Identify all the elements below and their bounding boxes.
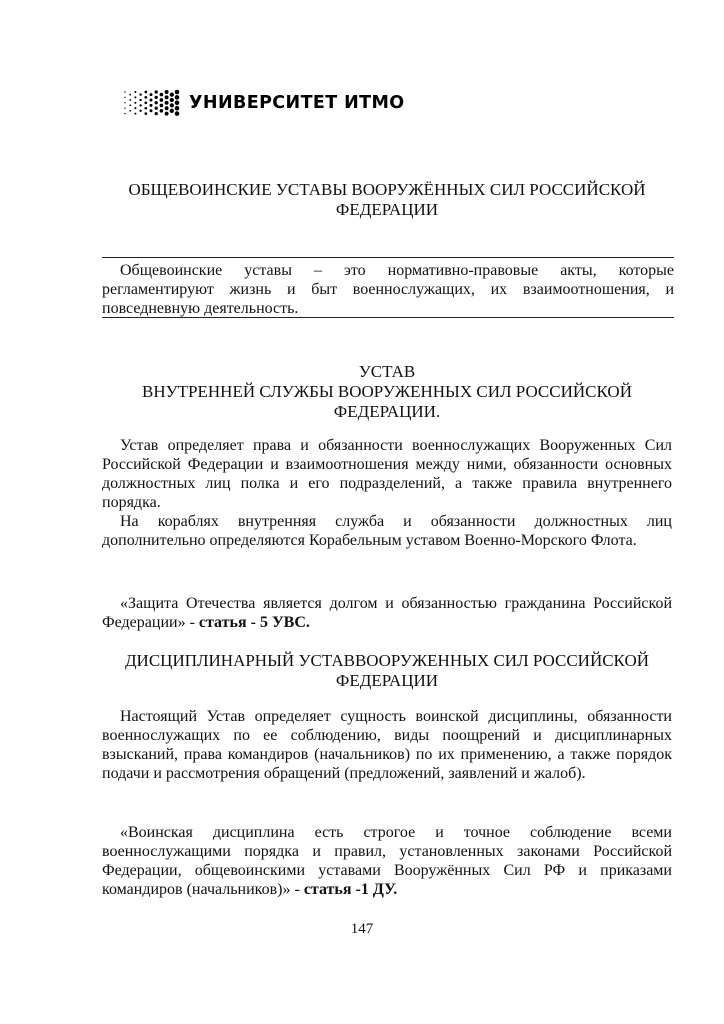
logo-dot <box>155 101 158 104</box>
logo-dot <box>150 104 153 107</box>
logo-dot <box>175 101 180 106</box>
logo-dot <box>144 112 147 115</box>
logo-dot <box>170 103 174 107</box>
logo-dot <box>150 109 153 112</box>
logo-dot <box>165 101 169 105</box>
page-number: 147 <box>350 921 374 937</box>
logo-dot <box>139 110 141 112</box>
logo-dot <box>150 99 153 102</box>
logo-dot <box>134 91 136 93</box>
logo-dot <box>160 109 164 113</box>
logo-dot <box>175 95 180 100</box>
section2-title <box>102 362 672 422</box>
logo-dot <box>124 97 125 98</box>
logo-dot <box>155 90 158 93</box>
logo-dot <box>175 106 180 111</box>
logo-dot <box>139 93 141 95</box>
logo-dot <box>175 90 180 95</box>
logo-dot <box>155 96 158 99</box>
logo-dot <box>160 104 164 108</box>
logo-dot <box>129 110 131 112</box>
section2-paragraph2: На кораблях внутренняя служба и обязанности должностных лиц дополнительно определяются Корабельным уставом Военно-Морского Флота. <box>102 513 672 549</box>
itmo-logo <box>122 88 405 118</box>
section3-paragraph1: Настоящий Устав определяет сущность воинской дисциплины, обязанности военнослужащих по ее соблюдению, виды поощрений и дисциплинарных взысканий, права командиров (начальников) по их применению, а также порядок подачи и рассмотрения обращений (предложений, заявлений и жалоб). <box>102 708 672 782</box>
logo-dot <box>129 99 131 101</box>
section3-quote-paragraph <box>102 823 672 899</box>
logo-dot <box>134 102 136 104</box>
section1-title <box>102 180 672 220</box>
logo-dot <box>139 104 141 106</box>
logo-dot <box>160 98 164 102</box>
section2-quote <box>102 594 672 632</box>
logo-dot <box>165 90 169 94</box>
section3-quote-ref: статья -1 ДУ. <box>303 881 398 898</box>
logo-dot <box>134 96 136 98</box>
logo-dot <box>170 92 174 96</box>
section2-title-line1: УСТАВ <box>358 362 416 381</box>
logo-dot <box>165 112 169 116</box>
logo-dot <box>170 98 174 102</box>
logo-dot <box>124 91 125 92</box>
logo-dot <box>165 106 169 110</box>
section3-title <box>102 651 672 691</box>
logo-dot <box>124 102 125 103</box>
section2-quote-ref: статья - 5 УВС. <box>198 614 310 631</box>
definition-box <box>102 257 674 318</box>
logo-dot <box>134 107 136 109</box>
logo-dot <box>155 107 158 110</box>
section3-body <box>102 707 672 783</box>
logo-dot <box>134 113 136 115</box>
logo-dot <box>155 112 158 115</box>
logo-dot <box>144 107 147 110</box>
logo-dot <box>170 109 174 113</box>
section2-body <box>102 436 672 550</box>
logo-dot <box>124 113 125 114</box>
section2-title-line3: ФЕДЕРАЦИИ. <box>333 402 441 421</box>
logo-dot <box>144 96 147 99</box>
logo-dot <box>129 94 131 96</box>
logo-text: УНИВЕРСИТЕТ ИТМО <box>189 93 405 113</box>
dot-grid-icon <box>122 88 182 118</box>
section2-title-line2: ВНУТРЕННЕЙ СЛУЖБЫ ВООРУЖЕННЫХ СИЛ РОССИЙСКОЙ <box>142 382 632 401</box>
section1-title-line2: ФЕДЕРАЦИИ <box>335 200 439 219</box>
logo-dot <box>150 93 153 96</box>
logo-dot <box>160 93 164 97</box>
logo-dot <box>144 91 147 94</box>
section1-title-line1: ОБЩЕВОИНСКИЕ УСТАВЫ ВООРУЖЁННЫХ СИЛ РОССИЙСКОЙ <box>128 180 646 199</box>
definition-text: Общевоинские уставы – это нормативно-правовые акты, которые регламентируют жизнь и быт военнослужащих, их взаимоотношения, и повседневную деятельность. <box>102 262 674 317</box>
logo-dot <box>175 111 180 116</box>
section2-quote-paragraph <box>102 594 672 632</box>
logo-dot <box>129 105 131 107</box>
section3-title-line2: ФЕДЕРАЦИИ <box>335 671 439 690</box>
logo-dot <box>144 101 147 104</box>
section3-quote-text: «Воинская дисциплина есть строгое и точное соблюдение всеми военнослужащими порядка и правил, установленных законами Российской Федерации, общевоинскими уставами Вооружённых Сил РФ и приказами командиров (начальников)» - <box>102 824 672 898</box>
section3-quote <box>102 823 672 899</box>
section2-paragraph1: Устав определяет права и обязанности военнослужащих Вооруженных Сил Российской Федерации и взаимоотношения между ними, обязанности основных должностных лиц полка и его подразделений, а также правила внутреннего порядка. <box>102 437 672 511</box>
section3-title-line1: ДИСЦИПЛИНАРНЫЙ УСТАВВООРУЖЕННЫХ СИЛ РОССИЙСКОЙ <box>124 651 650 670</box>
logo-dot <box>124 108 125 109</box>
section2-quote-text: «Защита Отечества является долгом и обязанностью гражданина Российской Федерации» - <box>102 595 672 631</box>
logo-dot <box>165 95 169 99</box>
logo-dot <box>139 99 141 101</box>
